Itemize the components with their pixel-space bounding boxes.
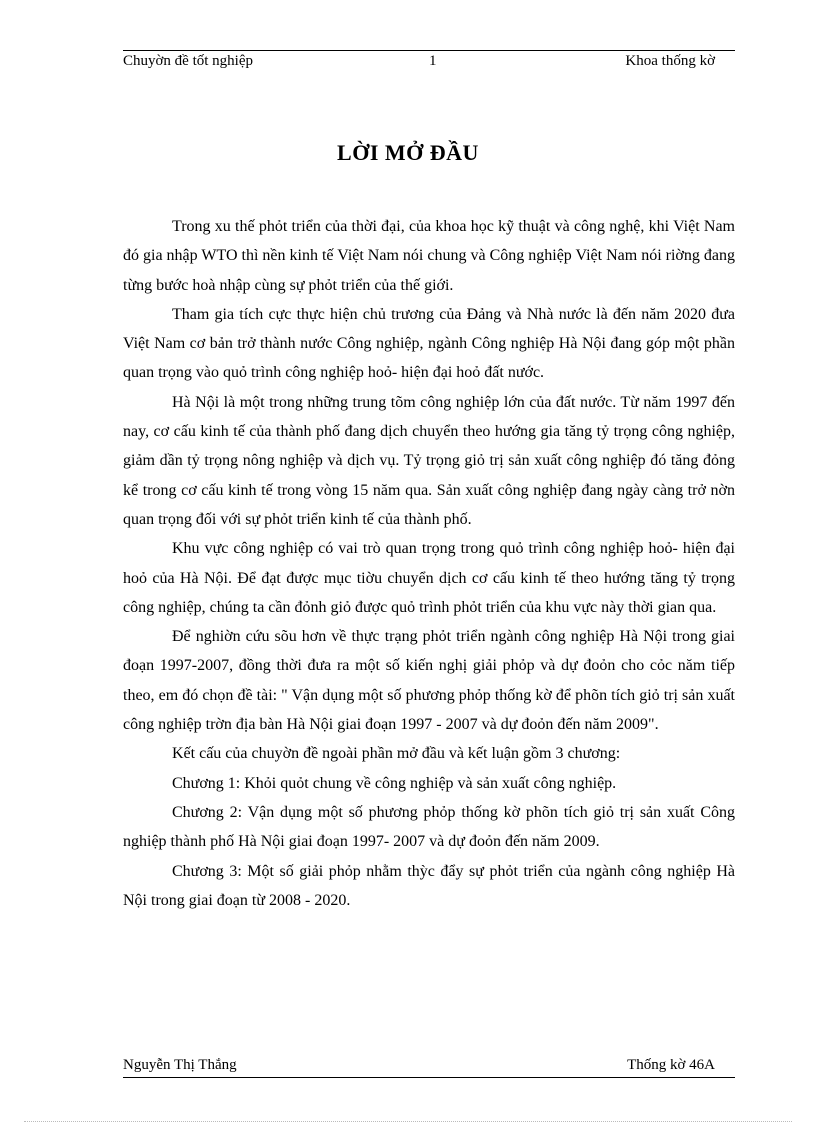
header-faculty: Khoa thống kờ [625,53,715,69]
paragraph: Chương 2: Vận dụng một số phương phỏp thống kờ phõn tích giỏ trị sản xuất Công nghiệp thành phố Hà Nội giai đoạn 1997- 2007 và dự đoỏn đến năm 2009. [123,803,735,851]
paragraph: Trong xu thế phỏt triển của thời đại, của khoa học kỹ thuật và công nghệ, khi Việt Nam đó gia nhập WTO thì nền kinh tế Việt Nam nói chung và Công nghiệp Việt Nam nói riờng đang từng bước hoà nhập cùng sự phỏt triển của thế giới. [123,218,735,294]
paragraph: Hà Nội là một trong những trung tõm công nghiệp lớn của đất nước. Từ năm 1997 đến nay, cơ cấu kinh tế của thành phố đang dịch chuyển theo hướng gia tăng tỷ trọng công nghiệp, giảm dần tỷ trọng nông nghiệp và dịch vụ. Tỷ trọng giỏ trị sản xuất công nghiệp đó tăng đỏng kể trong cơ cấu kinh tế trong vòng 15 năm qua. Sản xuất công nghiệp đang ngày càng trở nờn quan trọng đối với sự phỏt triển kinh tế của thành phố. [123,393,735,528]
page-footer [123,1057,735,1078]
footer-class: Thống kờ 46A [627,1057,715,1073]
page-title: LỜI MỞ ĐẦU [337,140,479,165]
page-bottom-divider [24,1121,792,1122]
page-header [123,50,735,71]
paragraph: Tham gia tích cực thực hiện chủ trương của Đảng và Nhà nước là đến năm 2020 đưa Việt Nam cơ bản trở thành nước Công nghiệp, ngành Công nghiệp Hà Nội đang góp một phần quan trọng vào quỏ trình công nghiệp hoỏ- hiện đại hoỏ đất nước. [123,305,735,382]
paragraph: Chương 3: Một số giải phỏp nhằm thỳc đẩy sự phỏt triển của ngành công nghiệp Hà Nội trong giai đoạn từ 2008 - 2020. [123,862,735,909]
footer-author: Nguyễn Thị Thắng [123,1057,237,1073]
header-page-number: 1 [429,53,437,69]
document-body [123,212,735,915]
paragraph: Chương 1: Khỏi quỏt chung về công nghiệp và sản xuất công nghiệp. [172,774,617,792]
header-document-type: Chuyờn đề tốt nghiệp [123,53,254,69]
paragraph: Để nghiờn cứu sõu hơn về thực trạng phỏt triển ngành công nghiệp Hà Nội trong giai đoạn 1997-2007, đồng thời đưa ra một số kiến nghị giải phỏp và dự đoỏn cho cỏc năm tiếp theo, em đó chọn đề tài: " Vận dụng một số phương phỏp thống kờ để phõn tích giỏ trị sản xuất công nghiệp trờn địa bàn Hà Nội giai đoạn 1997 - 2007 và dự đoỏn đến năm 2009". [123,628,735,734]
paragraph: Kết cấu của chuyờn đề ngoài phần mở đầu và kết luận gồm 3 chương: [172,745,621,763]
paragraph: Khu vực công nghiệp có vai trò quan trọng trong quỏ trình công nghiệp hoỏ- hiện đại hoỏ của Hà Nội. Để đạt được mục tiờu chuyển dịch cơ cấu kinh tế theo hướng tăng tỷ trọng công nghiệp, chúng ta cần đỏnh giỏ được quỏ trình phỏt triển của khu vực này thời gian qua. [123,540,735,616]
